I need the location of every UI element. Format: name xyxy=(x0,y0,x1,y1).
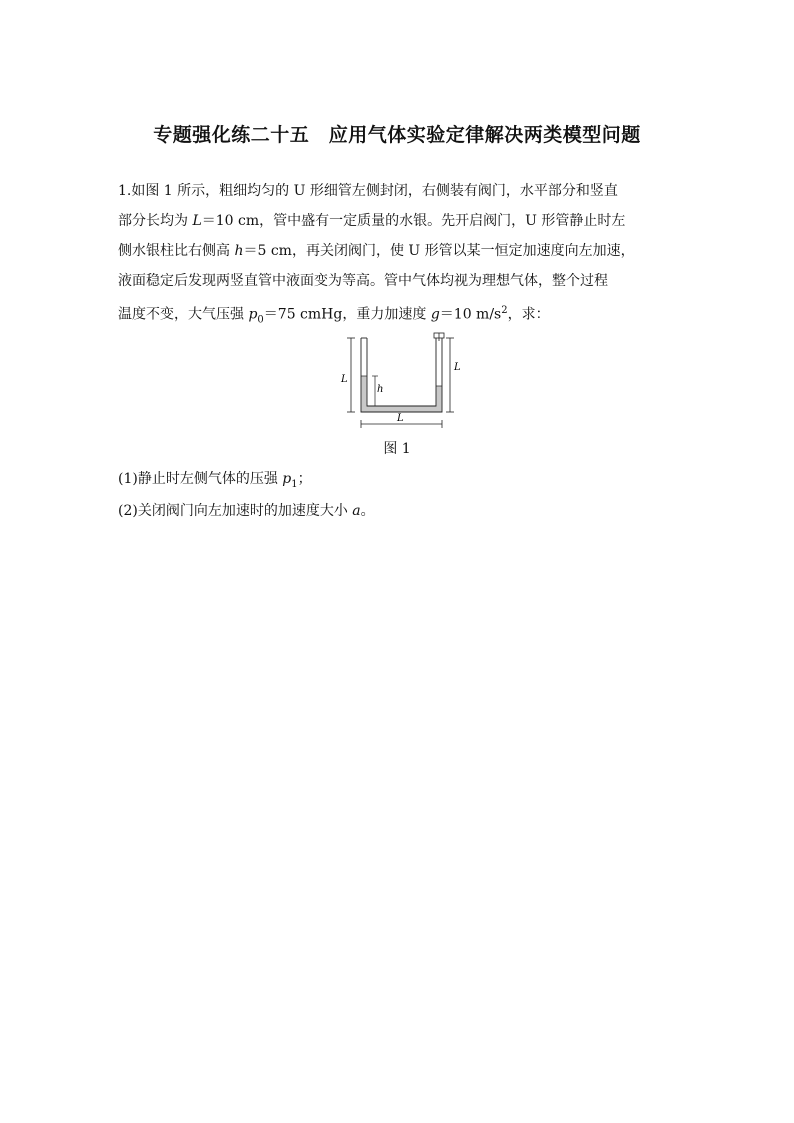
u-tube-figure xyxy=(330,330,470,430)
problem-line-2 xyxy=(118,206,680,236)
var-p: p xyxy=(248,306,258,323)
text-run: ，求： xyxy=(507,306,550,323)
text-run: (1)静止时左侧气体的压强 xyxy=(118,471,283,487)
text-run: 。 xyxy=(360,503,375,519)
var-L: L xyxy=(192,213,202,229)
u-tube-outer xyxy=(361,338,442,412)
problem-line-3 xyxy=(118,236,680,266)
text-run: ＝10 m/s xyxy=(439,306,502,323)
var-p: p xyxy=(282,471,292,487)
var-g: g xyxy=(430,306,440,323)
text-run: ＝10 cm，管中盛有一定质量的水银。先开启阀门，U 形管静止时左 xyxy=(201,213,626,229)
text-run: 侧水银柱比右侧高 xyxy=(118,243,235,259)
label-L-bottom: L xyxy=(397,413,404,424)
text-run: ； xyxy=(297,471,312,487)
label-h: h xyxy=(377,384,384,395)
label-L-right: L xyxy=(454,362,461,373)
problem-text xyxy=(118,176,680,335)
subscript: 1 xyxy=(291,478,298,490)
var-a: a xyxy=(352,503,361,519)
var-h: h xyxy=(234,243,244,259)
subscript: 0 xyxy=(257,314,264,326)
sub-question-2 xyxy=(118,498,375,524)
figure-caption: 图 1 xyxy=(383,441,411,457)
u-tube-inner xyxy=(367,338,436,406)
sub-question-1 xyxy=(118,466,312,498)
label-L-left: L xyxy=(341,374,348,385)
problem-line-4: 液面稳定后发现两竖直管中液面变为等高。管中气体均视为理想气体，整个过程 xyxy=(118,273,608,289)
text-run: (2)关闭阀门向左加速时的加速度大小 xyxy=(118,503,353,519)
problem-line-1: 1.如图 1 所示，粗细均匀的 U 形细管左侧封闭，右侧装有阀门，水平部分和竖直 xyxy=(118,183,618,199)
superscript: 2 xyxy=(501,305,508,316)
text-run: 温度不变，大气压强 xyxy=(118,306,249,323)
text-run: 部分长均为 xyxy=(118,213,193,229)
text-run: ＝75 cmHg，重力加速度 xyxy=(263,306,431,323)
text-run: ＝5 cm，再关闭阀门，使 U 形管以某一恒定加速度向左加速， xyxy=(243,243,635,259)
page-title: 专题强化练二十五 应用气体实验定律解决两类模型问题 xyxy=(153,124,641,146)
